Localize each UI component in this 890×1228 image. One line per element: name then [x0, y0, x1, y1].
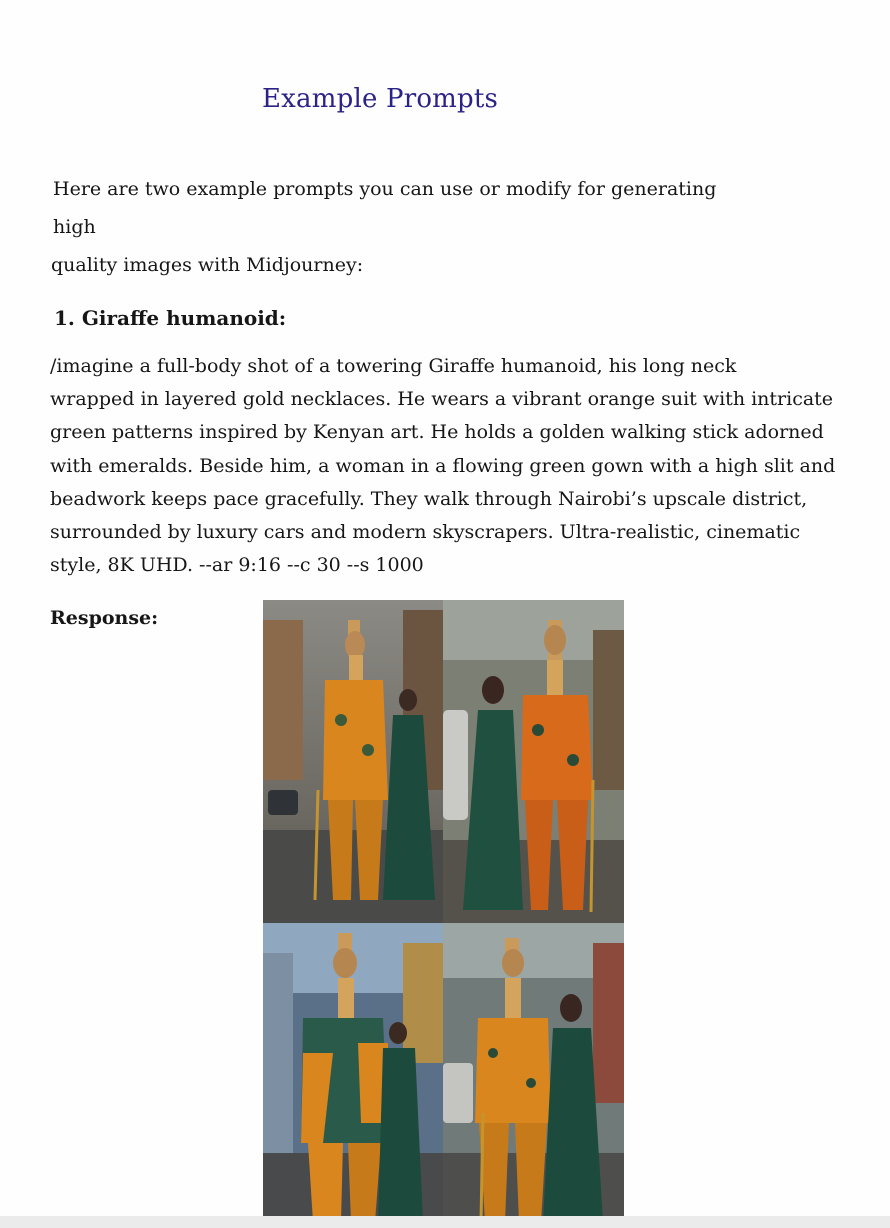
intro-paragraph [51, 170, 751, 284]
prompt-line: beadwork keeps pace gracefully. They walk through Nairobi’s upscale district, [50, 487, 808, 510]
prompt-line: surrounded by luxury cars and modern skyscrapers. Ultra-realistic, cinematic [50, 521, 801, 544]
generated-image-1[interactable] [263, 600, 443, 923]
prompt-line: green patterns inspired by Kenyan art. He holds a golden walking stick adorned [50, 421, 824, 444]
intro-line: Here are two example prompts you can use or modify for generating high [53, 178, 717, 238]
prompt-text [50, 350, 836, 582]
page-title: Example Prompts [262, 84, 499, 114]
prompt-line: wrapped in layered gold necklaces. He wears a vibrant orange suit with intricate [50, 388, 834, 411]
generated-image-2[interactable] [443, 600, 624, 923]
generated-image-4[interactable] [443, 923, 624, 1222]
response-image-grid[interactable] [263, 600, 624, 1222]
example-heading: 1. Giraffe humanoid: [54, 306, 287, 330]
prompt-line: /imagine a full-body shot of a towering Giraffe humanoid, his long neck [50, 355, 737, 377]
horizontal-scrollbar[interactable] [0, 1216, 890, 1228]
generated-image-3[interactable] [263, 923, 443, 1222]
response-label: Response: [50, 607, 159, 629]
prompt-line: with emeralds. Beside him, a woman in a flowing green gown with a high slit and [50, 454, 836, 477]
intro-line: quality images with Midjourney: [51, 254, 364, 276]
prompt-line: style, 8K UHD. --ar 9:16 --c 30 --s 1000 [50, 554, 424, 577]
